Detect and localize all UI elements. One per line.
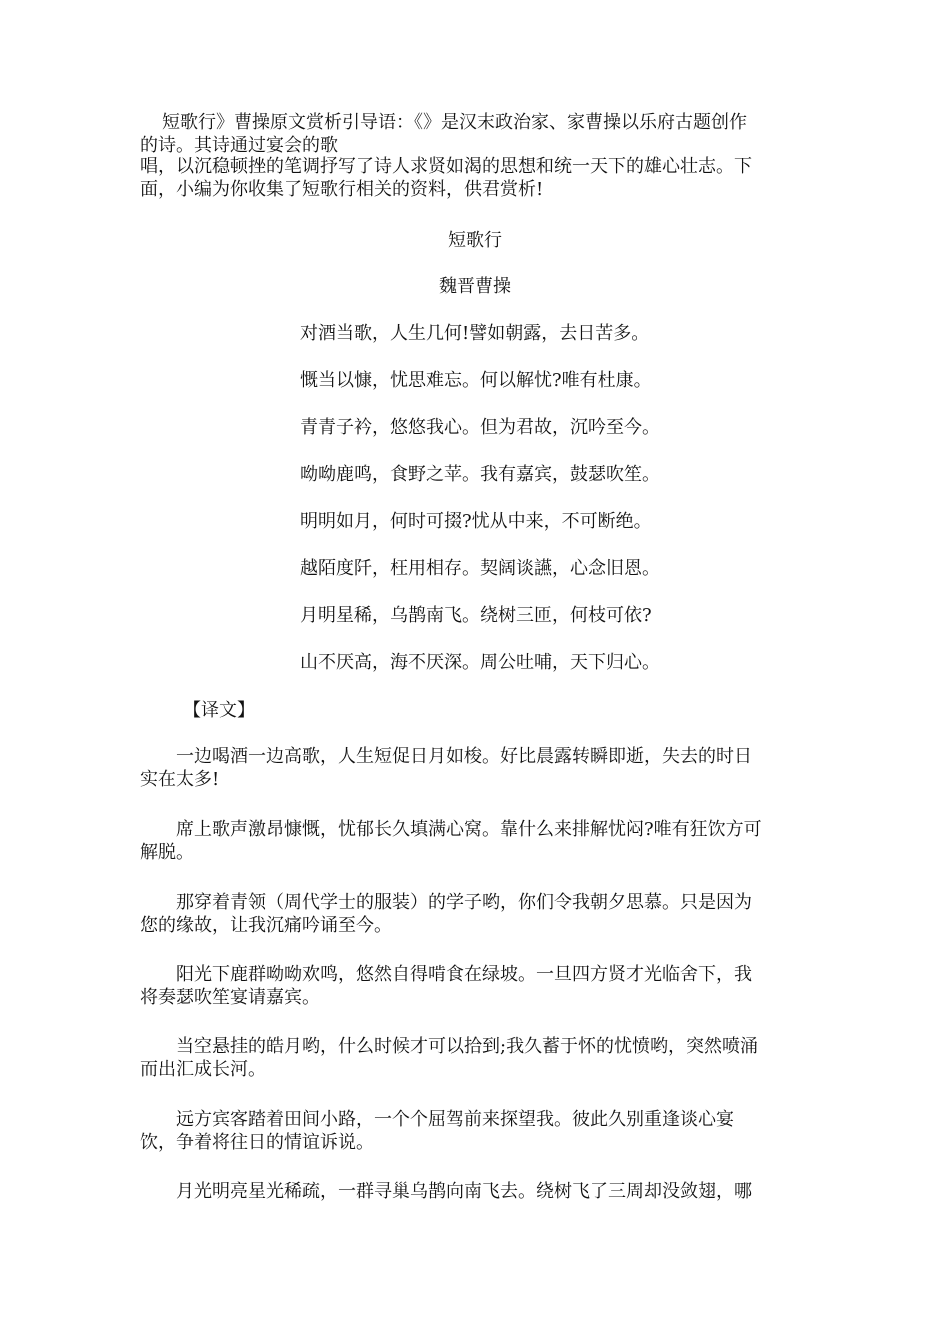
- translation-paragraph: [140, 745, 800, 791]
- intro-continuation: [140, 155, 800, 201]
- translation-paragraph: [140, 891, 800, 937]
- translation-paragraph: [140, 1035, 800, 1081]
- translation-paragraph: [140, 963, 800, 1009]
- paragraph-line: 解脱。: [140, 842, 194, 863]
- poem-verse: 对酒当歌，人生几何!譬如朝露，去日苦多。: [300, 323, 650, 344]
- intro-line-1: 短歌行》曹操原文赏析引导语：《》是汉末政治家、家曹操以乐府古题创作: [162, 112, 747, 133]
- intro-line-3: 唱，以沉稳顿挫的笔调抒写了诗人求贤如渴的思想和统一天下的雄心壮志。下: [140, 156, 752, 177]
- poem-verse: 月明星稀，乌鹊南飞。绕树三匝，何枝可依?: [300, 605, 652, 626]
- poem-verse: 越陌度阡，枉用相存。契阔谈讌，心念旧恩。: [300, 558, 660, 579]
- paragraph-line: 您的缘故，让我沉痛吟诵至今。: [140, 915, 392, 936]
- paragraph-line: 那穿着青领（周代学士的服装）的学子哟，你们令我朝夕思慕。只是因为: [176, 892, 752, 913]
- poem-verse: 山不厌高，海不厌深。周公吐哺，天下归心。: [300, 652, 660, 673]
- translation-paragraph: [140, 818, 800, 864]
- poem-verse: 呦呦鹿鸣，食野之苹。我有嘉宾，鼓瑟吹笙。: [300, 464, 660, 485]
- translation-paragraph: [140, 1180, 800, 1203]
- poem-verse: 青青子衿，悠悠我心。但为君故，沉吟至今。: [300, 417, 660, 438]
- paragraph-line: 将奏瑟吹笙宴请嘉宾。: [140, 987, 320, 1008]
- translation-paragraph: [140, 1108, 800, 1154]
- paragraph-line: 而出汇成长河。: [140, 1059, 266, 1080]
- paragraph-line: 饮，争着将往日的情谊诉说。: [140, 1132, 374, 1153]
- paragraph-line: 一边喝酒一边高歌，人生短促日月如梭。好比晨露转瞬即逝，失去的时日: [176, 746, 752, 767]
- poem-title: 短歌行: [448, 230, 502, 251]
- paragraph-line: 远方宾客踏着田间小路，一个个屈驾前来探望我。彼此久别重逢谈心宴: [176, 1109, 734, 1130]
- paragraph-line: 当空悬挂的皓月哟，什么时候才可以拾到;我久蓄于怀的忧愤哟，突然喷涌: [176, 1036, 759, 1057]
- intro-line-4: 面，小编为你收集了短歌行相关的资料，供君赏析!: [140, 179, 544, 200]
- paragraph-line: 阳光下鹿群呦呦欢鸣，悠然自得啃食在绿坡。一旦四方贤才光临舍下，我: [176, 964, 752, 985]
- poem-verse: 明明如月，何时可掇?忧从中来，不可断绝。: [300, 511, 652, 532]
- poem-verse: 慨当以慷，忧思难忘。何以解忧?唯有杜康。: [300, 370, 652, 391]
- poem-author: 魏晋曹操: [439, 276, 511, 297]
- paragraph-line: 实在太多!: [140, 769, 220, 790]
- paragraph-line: 月光明亮星光稀疏，一群寻巢乌鹊向南飞去。绕树飞了三周却没敛翅，哪: [176, 1181, 752, 1202]
- paragraph-line: 席上歌声激昂慷慨，忧郁长久填满心窝。靠什么来排解忧闷?唯有狂饮方可: [176, 819, 762, 840]
- translation-heading: 【译文】: [183, 700, 255, 721]
- intro-line-2: 的诗。其诗通过宴会的歌: [140, 135, 338, 156]
